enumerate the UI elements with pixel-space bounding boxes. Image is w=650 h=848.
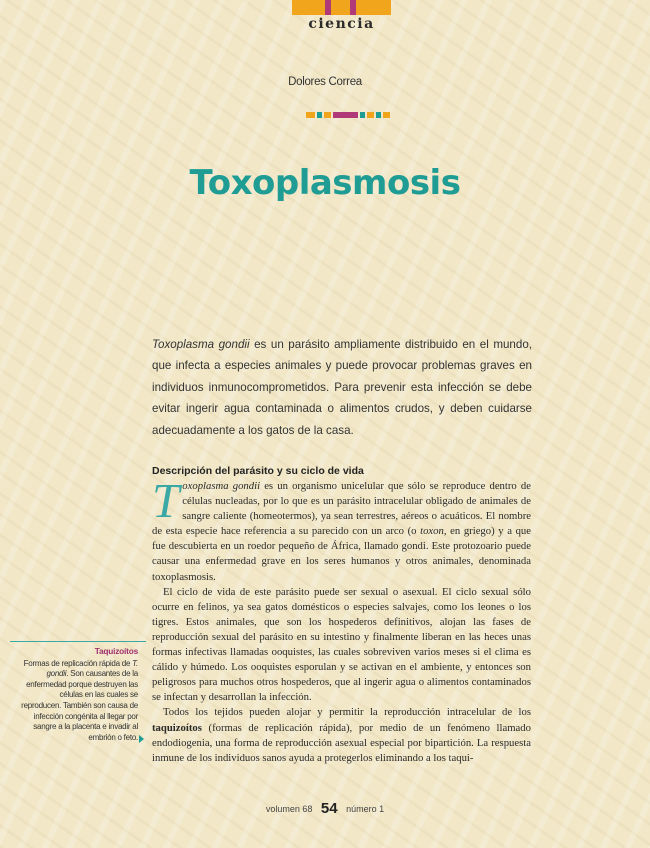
- paragraph-text: es un organismo unicelular que sólo se reproduce dentro de células nucleadas, por lo que es un parásito intracelular obligado de animales de sangre caliente (homeotermos), ya sean terrestres, aéreos o acuáticos. El nombre de esta especie hace referencia a su parecido con un arco (o: [152, 480, 532, 538]
- sidenote-text-part: Formas de replicación rápida de: [23, 658, 133, 668]
- sidenote-title: Taquizoítos: [94, 646, 138, 656]
- section-heading: Descripción del parásito y su ciclo de vida: [152, 465, 364, 477]
- author-name: Dolores Correa: [288, 76, 362, 88]
- page-number: 54: [320, 800, 338, 817]
- greek-term: toxon: [420, 525, 444, 538]
- section-label: ciencia: [308, 16, 375, 32]
- abstract-text: es un parásito ampliamente distribuido en el mundo, que infecta a especies animales y puede provocar problemas graves en individuos inmunocomprometidos. Para prevenir esta infección se debe evitar ingerir agua contaminada o alimentos crudos, y deben cuidarse adecuadamente a los gatos de la casa.: [152, 338, 533, 437]
- sidenote-pointer-arrow-icon: [139, 735, 144, 743]
- decorative-divider: [306, 112, 390, 118]
- article-body: [152, 473, 532, 766]
- sidenote-text: [20, 659, 138, 744]
- body-paragraph-1: [152, 473, 532, 585]
- abstract-species-name: Toxoplasma gondii: [152, 338, 250, 351]
- drop-cap: T: [152, 473, 180, 528]
- volume-label: volumen 68: [265, 804, 313, 814]
- issue-label: número 1: [346, 804, 385, 814]
- species-name: oxoplasma gondii: [182, 480, 261, 492]
- sidenote-text-part: . Son causantes de la enfermedad porque destruyen las células en las cuales se reproducen. También son causa de infección congénita al llegar por sangre a la placenta e invadir al embrión o feto.: [21, 669, 138, 742]
- header-color-bar: [292, 0, 391, 15]
- article-abstract: [152, 334, 532, 441]
- paragraph-text: Todos los tejidos pueden alojar y permitir la reproducción intracelular de los: [163, 706, 531, 719]
- glossary-sidenote: [20, 646, 138, 743]
- glossary-term: taquizoítos: [152, 721, 202, 734]
- page-footer: [0, 800, 650, 817]
- paragraph-text: , en griego) y a que fue descubierta en un roedor pequeño de África, llamado gondi. Este protozoario puede causar una enfermedad grave en los seres humanos y otros animales, denominada toxoplasmosis.: [152, 525, 532, 583]
- body-paragraph-3: [152, 705, 531, 765]
- sidenote-rule: [10, 641, 146, 642]
- paragraph-text: (formas de replicación rápida), por medio de un fenómeno llamado endodiogenia, una forma de reproducción asexual especial por bipartición. La respuesta inmune de los individuos sanos ayuda a protegerlos eliminando a los taqui-: [152, 721, 531, 764]
- article-title: Toxoplasmosis: [189, 163, 461, 203]
- body-paragraph-2: El ciclo de vida de este parásito puede ser sexual o asexual. El ciclo sexual sólo ocurre en felinos, ya sea gatos domésticos o especies salvajes, como los leones o los tigres. Estos animales, que son los hospederos definitivos, alojan las fases de reproducción sexual del parásito en su intestino y finalmente liberan en las heces unas formas infectivas llamadas ooquistes, las cuales sobreviven varios meses si el clima es cálido y húmedo. Los ooquistes esporulan y se activan en el ambiente, y entonces son peligrosos para muchos otros hospederos, que al ingerir agua o alimentos contaminados se infectan y desarrollan la infección.: [152, 585, 531, 704]
- sidenote-species-name: T. gondii: [46, 658, 138, 679]
